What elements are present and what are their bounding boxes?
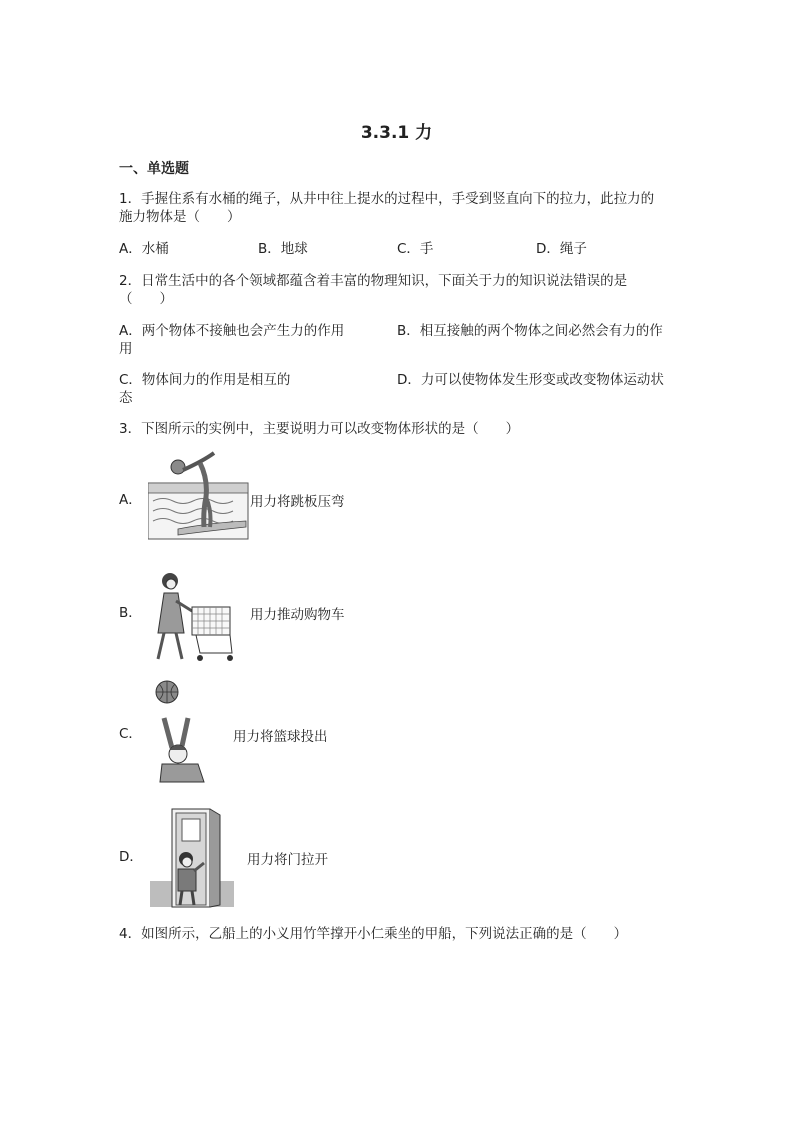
door-illustration	[150, 807, 236, 909]
q2-option-c: C．物体间力的作用是相互的	[119, 372, 291, 388]
basketball-illustration	[152, 678, 210, 784]
q3-option-a-letter: A．	[119, 492, 142, 508]
question-1-line2: 施力物体是（ ）	[119, 209, 241, 225]
q3-option-d-letter: D．	[119, 849, 143, 865]
q3-option-c-letter: C．	[119, 726, 142, 742]
q3-option-d-caption: 用力将门拉开	[247, 852, 328, 868]
q1-option-d: D．绳子	[536, 241, 587, 257]
q2-option-d-line2: 态	[119, 390, 133, 406]
q1-option-a: A．水桶	[119, 241, 169, 257]
q3-option-c-caption: 用力将篮球投出	[233, 729, 328, 745]
q3-option-b-letter: B．	[119, 605, 142, 621]
q2-option-a: A．两个物体不接触也会产生力的作用	[119, 323, 345, 339]
question-3-stem: 3．下图所示的实例中，主要说明力可以改变物体形状的是（ ）	[119, 421, 520, 437]
q1-option-c: C．手	[397, 241, 434, 257]
page-title: 3.3.1 力	[360, 123, 433, 143]
q2-option-d-line1: D．力可以使物体发生形变或改变物体运动状	[397, 372, 664, 388]
shopping-cart-illustration	[150, 571, 238, 665]
question-4-stem: 4．如图所示，乙船上的小义用竹竿撑开小仁乘坐的甲船，下列说法正确的是（ ）	[119, 926, 628, 942]
q1-option-b: B．地球	[258, 241, 308, 257]
q3-option-a-caption: 用力将跳板压弯	[250, 494, 345, 510]
q2-option-b-line1: B．相互接触的两个物体之间必然会有力的作	[397, 323, 663, 339]
question-1-line1: 1．手握住系有水桶的绳子，从井中往上提水的过程中，手受到竖直向下的拉力，此拉力的	[119, 191, 655, 207]
question-2-line2: （ ）	[119, 291, 173, 307]
diving-board-illustration	[148, 449, 250, 541]
q3-option-b-caption: 用力推动购物车	[250, 607, 345, 623]
q2-option-b-line2: 用	[119, 341, 133, 357]
section-heading: 一、单选题	[119, 161, 189, 177]
question-2-line1: 2．日常生活中的各个领域都蕴含着丰富的物理知识，下面关于力的知识说法错误的是	[119, 273, 628, 289]
